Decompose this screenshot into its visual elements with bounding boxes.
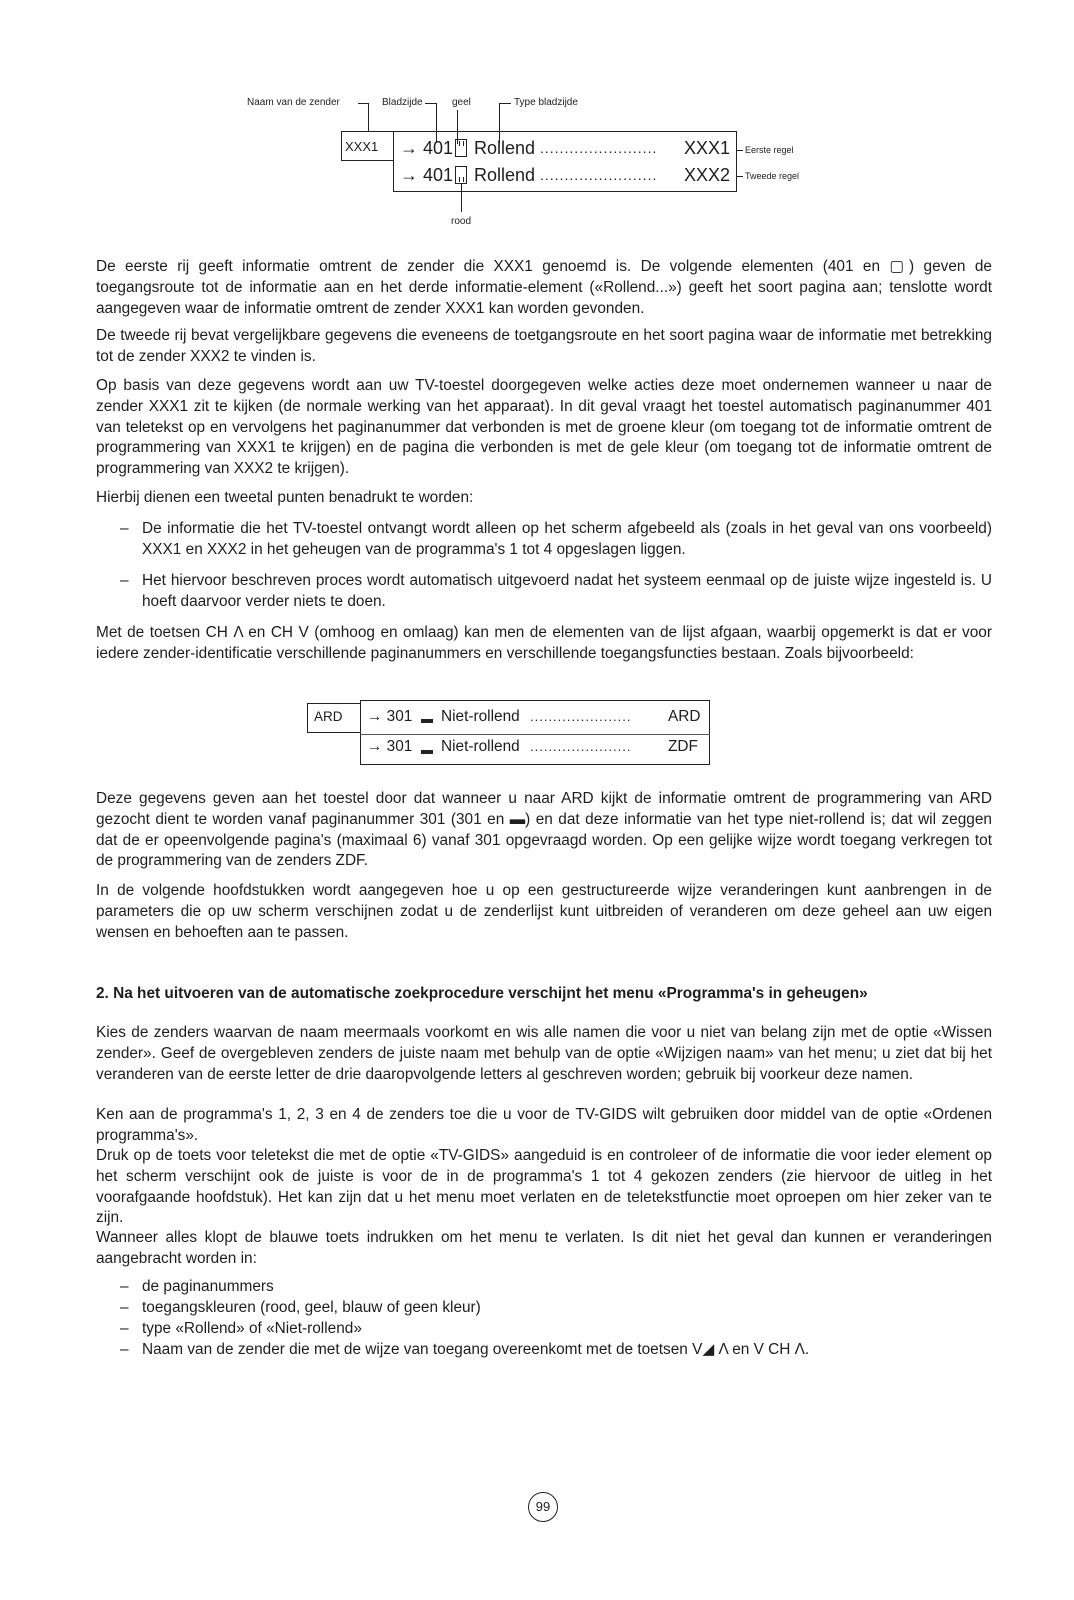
yellow-key-icon (455, 139, 467, 157)
label-bladzijde: Bladzijde (382, 97, 423, 108)
ard-row2-mode: Niet-rollend (441, 738, 520, 755)
section-heading-2: 2. Na het uitvoeren van de automatische zoekprocedure verschijnt het menu «Programma's in geheugen» (96, 985, 868, 1002)
row2-page: → 401 (400, 165, 454, 185)
ard-row1-page: → 301 (367, 708, 413, 725)
row2-mode: Rollend (474, 165, 536, 185)
bullet-item-1: – De informatie die het TV-toestel ontvangt wordt alleen op het scherm afgebeeld als (zoals in het geval van ons voorbeeld) XXX1 en XXX2 in het geheugen van de programma's 1 tot 4 opgeslagen liggen. (120, 520, 992, 558)
label-naam-van-de-zender: Naam van de zender (247, 97, 340, 108)
ard-row1-mode: Niet-rollend (441, 708, 520, 725)
paragraph-5: Met de toetsen CH Λ en CH V (omhoog en omlaag) kan men de elementen van de lijst afgaan, waarbij opgemerkt is dat er voor iedere zender-identificatie verschillende paginanummers en verschillende toegangsfuncties bestaan. Zoals bijvoorbeeld: (96, 624, 992, 662)
paragraph-1: De eerste rij geeft informatie omtrent de zender die XXX1 genoemd is. De volgende elementen (401 en ▢) geven de toegangsroute tot de informatie aan en het derde informatie-element («Rollend...») geeft het soort pagina aan; tenslotte wordt aangegeven waar de informatie omtrent de zender XXX1 kan worden gevonden. (96, 258, 992, 317)
ard-row2-page: → 301 (367, 738, 413, 755)
paragraph-8: Kies de zenders waarvan de naam meermaals voorkomt en wis alle namen die voor u niet van belang zijn met de optie «Wissen zender». Geef de overgebleven zenders de juiste naam met behulp van de optie «Wijzigen naam» van het menu; u ziet dat bij het veranderen van de eerste letter de drie daaropvolgende letters al geschreven worden; gebruik bij voorkeur deze namen. (96, 1024, 992, 1083)
station-name-xxx1: XXX1 (345, 139, 379, 154)
list-item-1: – de paginanummers (120, 1278, 274, 1295)
list-item-3: – type «Rollend» of «Niet-rollend» (120, 1320, 362, 1337)
label-type-bladzijde: Type bladzijde (514, 97, 578, 108)
paragraph-10: Druk op de toets voor teletekst die met de optie «TV-GIDS» aangeduid is en controleer of de informatie die voor ieder element op het scherm verschijnt ook de juiste is voor de in de programma's 1 tot 4 gekozen zenders (zie hiervoor de uitleg in het voorafgaande hoofdstuk). Het kan zijn dat u het menu moet verlaten en de teletekstfunctie moet oproepen om hier zeker van te zijn. (96, 1147, 992, 1227)
paragraph-6: Deze gegevens geven aan het toestel door dat wanneer u naar ARD kijkt de informatie omtrent de programmering van ARD gezocht dient te worden vanaf paginanummer 301 (301 en ▬) en dat deze informatie van het type niet-rollend is; dat wil zeggen dat de er opeenvolgende pagina's (maximaal 6) vanaf 301 opgevraagd worden. Op een gelijke wijze wordt toegang verkregen tot de programmering van de zenders ZDF. (96, 790, 992, 870)
paragraph-7: In de volgende hoofdstukken wordt aangegeven hoe u op een gestructureerde wijze veranderingen kunt aanbrengen in de parameters die op uw scherm verschijnen zodat u de zenderlijst kunt uitbreiden of veranderen om deze geheel aan uw eigen wensen en behoeften aan te passen. (96, 882, 992, 941)
page-number: 99 (528, 1492, 558, 1522)
paragraph-2: De tweede rij bevat vergelijkbare gegevens die eveneens de toetgangsroute en het soort pagina waar de informatie met betrekking tot de zender XXX2 te vinden is. (96, 327, 992, 365)
row1-target: XXX1 (684, 138, 731, 158)
label-rood: rood (451, 216, 472, 227)
label-geel: geel (452, 97, 471, 108)
ard-row2-target: ZDF (668, 738, 698, 755)
red-key-icon (455, 166, 467, 184)
paragraph-3: Op basis van deze gegevens wordt aan uw TV-toestel doorgegeven welke acties deze moet ondernemen wanneer u naar de zender XXX1 zit te kijken (de normale werking van het apparaat). In dit geval vraagt het toestel automatisch paginanummer 401 van teletekst op en vervolgens het paginanummer dat verbonden is met de groene kleur (om toegang tot de informatie omtrent de programmering van XXX1 te krijgen) en de pagina die verbonden is met de gele kleur (om toegang tot de informatie omtrent de programmering van XXX2 te krijgen). (96, 377, 992, 478)
station-name-ard: ARD (314, 709, 343, 724)
row1-dots: ........................ (540, 140, 658, 156)
paragraph-9: Ken aan de programma's 1, 2, 3 en 4 de zenders toe die u voor de TV-GIDS wilt gebruiken door middel van de optie «Ordenen programma's». (96, 1106, 992, 1144)
row2-target: XXX2 (684, 165, 731, 185)
list-item-4: – Naam van de zender die met de wijze van toegang overeenkomt met de toetsen V◢ Λ en V CH Λ. (120, 1341, 810, 1358)
paragraph-11: Wanneer alles klopt de blauwe toets indrukken om het menu te verlaten. Is dit niet het geval dan kunnen er veranderingen aangebracht worden in: (96, 1229, 992, 1267)
ard-row2-dots: ...................... (530, 739, 632, 754)
label-tweede-regel: Tweede regel (745, 171, 800, 181)
label-eerste-regel: Eerste regel (745, 145, 794, 155)
ard-row1-dots: ...................... (530, 709, 632, 724)
ard-row1-target: ARD (668, 708, 701, 725)
bullet-item-2: – Het hiervoor beschreven proces wordt automatisch uitgevoerd nadat het systeem eenmaal op de juiste wijze ingesteld is. U hoeft daarvoor verder niets te doen. (120, 572, 992, 610)
paragraph-4: Hierbij dienen een tweetal punten benadrukt te worden: (96, 489, 474, 506)
list-item-2: – toegangskleuren (rood, geel, blauw of geen kleur) (120, 1299, 481, 1316)
row2-dots: ........................ (540, 167, 658, 183)
row1-mode: Rollend (474, 138, 536, 158)
bar-key-icon-2 (421, 750, 433, 754)
bar-key-icon (421, 719, 433, 723)
row1-page: → 401 (400, 138, 454, 158)
